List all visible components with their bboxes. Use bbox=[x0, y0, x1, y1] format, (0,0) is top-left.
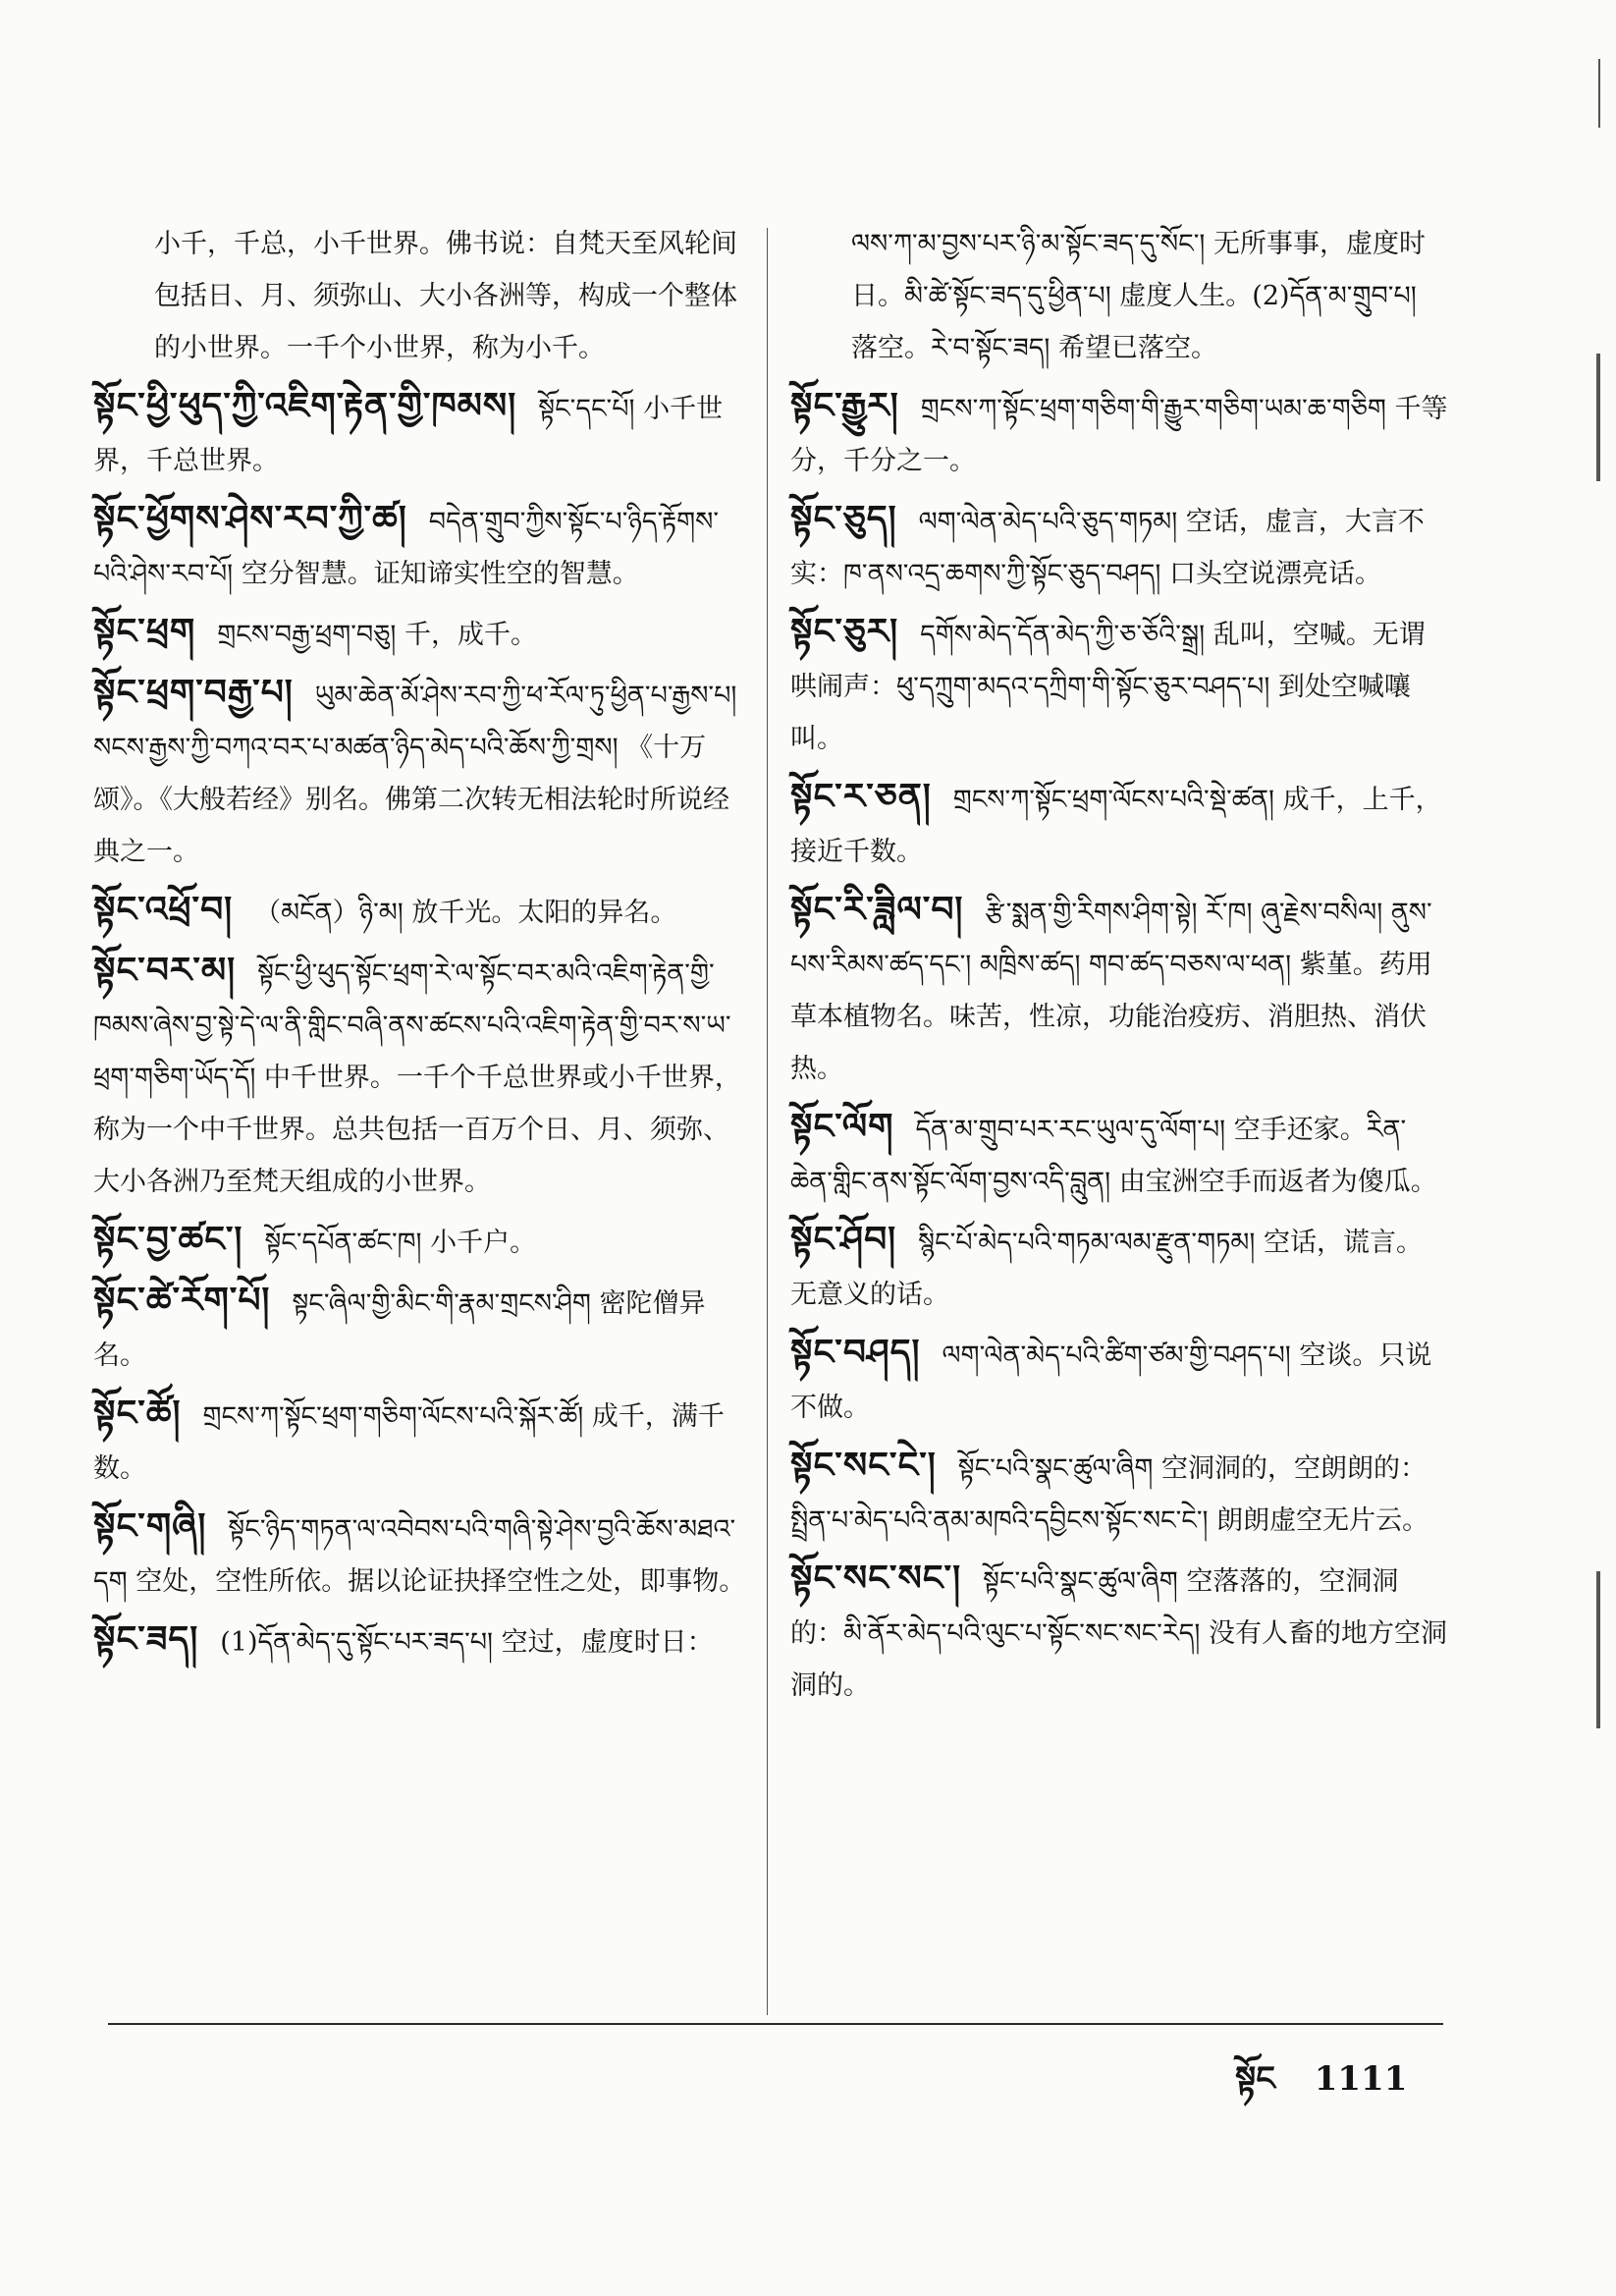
entry-headword: སྟོང་ཚོ། bbox=[93, 1393, 182, 1434]
entry-headword: སྟོང་ཅུར། bbox=[790, 611, 899, 652]
entry-headword: སྟོང་སང་ངེ་། bbox=[790, 1445, 937, 1486]
entry-headword: སྟོང་ཕྱི་ཕུད་ཀྱི་འཇིག་རྟེན་གྱི་ཁམས། bbox=[93, 385, 517, 426]
entry-headword: སྟོང་བྱ་ཚང་། bbox=[93, 1219, 243, 1260]
entry-definition: སྟོང་དཔོན་ཚང་ཁ། 小千户。 bbox=[264, 1228, 537, 1258]
footer-tibetan: སྟོང bbox=[1235, 2059, 1275, 2099]
entry-headword: སྟོང་ཚེ་རོག་པོ། bbox=[93, 1280, 271, 1321]
entry-definition: སྙིང་པོ་མེད་པའི་གཏམ་ལམ་རྫུན་གཏམ། 空话，谎言。无意义的话。 bbox=[790, 1228, 1423, 1310]
dictionary-entry bbox=[790, 1214, 1448, 1321]
dictionary-entry bbox=[790, 1553, 1448, 1712]
dictionary-entry bbox=[790, 884, 1448, 1095]
right-column bbox=[790, 218, 1448, 1718]
entry-headword: སྟོང་གཞི། bbox=[93, 1505, 207, 1547]
dictionary-entry bbox=[93, 606, 746, 661]
dictionary-entry bbox=[790, 606, 1448, 765]
dictionary-entry bbox=[790, 1101, 1448, 1208]
dictionary-entry bbox=[93, 493, 746, 600]
entry-definition: ཡུམ་ཆེན་མོ་ཤེས་རབ་ཀྱི་ཕ་རོལ་ཏུ་ཕྱིན་པ་རྒྱས་པ། སངས་རྒྱས་ཀྱི་བཀའ་བར་པ་མཚན་ཉིད་མེད་པའི་ཆོས་ཀྱི་གྲས། 《十万颂》。《大般若经》别名。佛第二次转无相法轮时所说经典之一。 bbox=[93, 681, 737, 867]
entry-definition: སྟོང་པའི་སྣང་ཚུལ་ཞིག 空洞洞的，空朗朗的：སྤྲིན་པ་མེད་པའི་ནམ་མཁའི་དབྱིངས་སྟོང་སང་ངེ་། 朗朗虚空无片云。 bbox=[790, 1453, 1429, 1536]
page-footer bbox=[1235, 2041, 1407, 2135]
entry-definition: སྟོང་པའི་སྣང་ཚུལ་ཞིག 空落落的，空洞洞的：མི་ནོར་མེད་པའི་ལུང་པ་སྟོང་སང་སང་རེད། 没有人畜的地方空洞洞的。 bbox=[790, 1566, 1447, 1701]
entry-definition: གྲངས་ཀ་སྟོང་ཕྲག་གཅིག་གི་རྒྱུར་གཅིག་ཡམ་ཆ་གཅིག 千等分，千分之一。 bbox=[790, 394, 1448, 476]
entry-definition: 小千，千总，小千世界。佛书说：自梵天至风轮间包括日、月、须弥山、大小各洲等，构成一个整体的小世界。一千个小世界，称为小千。 bbox=[154, 229, 737, 363]
entry-definition: (1)དོན་མེད་དུ་སྟོང་པར་ཟད་པ། 空过，虚度时日： bbox=[220, 1627, 714, 1658]
dictionary-entry bbox=[790, 380, 1448, 487]
entry-headword: སྟོང་བར་མ། bbox=[93, 950, 237, 991]
entry-headword: སྟོང་ཟད། bbox=[93, 1618, 199, 1660]
entry-definition: སྟོང་ཉིད་གཏན་ལ་འབེབས་པའི་གཞི་སྟེ་ཤེས་བྱའི་ཆོས་མཐའ་དག 空处，空性所依。据以论证抉择空性之处，即事物。 bbox=[93, 1514, 746, 1597]
entry-definition: གྲངས་བརྒྱ་ཕྲག་བཅུ། 千，成千。 bbox=[217, 620, 537, 650]
entry-headword: སྟོང་བཤད། bbox=[790, 1332, 921, 1373]
column-divider bbox=[767, 228, 768, 2015]
entry-headword: སྟོང་ཕྱོགས་ཤེས་རབ་ཀྱི་ཚ། bbox=[93, 498, 407, 539]
entry-definition: སྟོང་དང་པོ། 小千世界，千总世界。 bbox=[93, 394, 724, 476]
entry-definition: སྟོང་ཕྱི་ཕུད་སྟོང་ཕྲག་རེ་ལ་སྟོང་བར་མའི་འཇིག་རྟེན་གྱི་ཁམས་ཞེས་བྱ་སྟེ་དེ་ལ་ནི་གླིང་བཞི་ནས་ཚངས་པའི་འཇིག་རྟེན་གྱི་བར་ས་ཡ་ཕྲག་གཅིག་ཡོད་དོ། 中千世界。一千个千总世界或小千世界，称为一个中千世界。总共包括一百万个日、月、须弥、大小各洲乃至梵天组成的小世界。 bbox=[93, 958, 741, 1197]
entry-headword: སྟོང་ལོག bbox=[790, 1106, 894, 1147]
dictionary-entry bbox=[790, 1327, 1448, 1434]
dictionary-entry bbox=[93, 380, 746, 487]
scan-mark bbox=[1596, 354, 1600, 481]
dictionary-entry bbox=[93, 1214, 746, 1269]
dictionary-entry bbox=[790, 218, 1448, 374]
entry-headword: སྟོང་སང་སང་། bbox=[790, 1558, 962, 1599]
dictionary-entry bbox=[790, 1440, 1448, 1547]
entry-headword: སྟོང་རི་ཟླིལ་བ། bbox=[790, 889, 964, 930]
dictionary-entry bbox=[93, 667, 746, 878]
entry-definition: དགོས་མེད་དོན་མེད་ཀྱི་ཅ་ཅོའི་སྒྲ། 乱叫，空喊。无谓哄闹声：ཕུ་དཀྲུག་མདའ་དཀྲིག་གི་སྟོང་ཅུར་བཤད་པ། 到处空喊嚷叫。 bbox=[790, 620, 1426, 754]
scan-mark bbox=[1596, 1571, 1600, 1728]
entry-definition: དོན་མ་གྲུབ་པར་རང་ཡུལ་དུ་ལོག་པ། 空手还家。རིན་ཆེན་གླིང་ནས་སྟོང་ལོག་བྱས་འདི་བླུན། 由宝洲空手而返者为傻瓜。 bbox=[790, 1115, 1437, 1197]
entry-headword: སྟོང་ར་ཅན། bbox=[790, 776, 932, 817]
entry-headword: སྟོང་ཕྲག bbox=[93, 611, 196, 652]
dictionary-entry bbox=[93, 1388, 746, 1495]
scan-mark bbox=[1598, 59, 1600, 128]
dictionary-entry bbox=[93, 884, 746, 939]
entry-headword: སྟོང་ཤོབ། bbox=[790, 1219, 897, 1260]
dictionary-entry bbox=[93, 1501, 746, 1608]
dictionary-entry bbox=[93, 1613, 746, 1668]
entry-definition: གྲངས་ཀ་སྟོང་ཕྲག་ལོངས་པའི་སྡེ་ཚན། 成千，上千，接近千数。 bbox=[790, 785, 1442, 867]
entry-definition: （མངོན）ཉི་མ། 放千光。太阳的异名。 bbox=[254, 898, 677, 928]
dictionary-entry bbox=[93, 1275, 746, 1382]
dictionary-entry bbox=[790, 771, 1448, 878]
entry-definition: གྲངས་ཀ་སྟོང་ཕྲག་གཅིག་ལོངས་པའི་སྐོར་ཚོ། 成千，满千数。 bbox=[93, 1401, 725, 1484]
entry-definition: ལག་ལེན་མེད་པའི་ཅུད་གཏམ། 空话，虚言，大言不实：ཁ་ནས་འདྲ་ཆགས་ཀྱི་སྟོང་ཅུད་བཤད། 口头空说漂亮话。 bbox=[790, 507, 1425, 589]
entry-headword: སྟོང་རྒྱུར། bbox=[790, 385, 899, 426]
entry-definition: ལས་ཀ་མ་བྱས་པར་ཉི་མ་སྟོང་ཟད་དུ་སོང་། 无所事事，虚度时日。མི་ཚེ་སྟོང་ཟད་དུ་ཕྱིན་པ། 虚度人生。(2)དོན་མ་གྲུབ་པ། 落空。རེ་བ་སྟོང་ཟད། 希望已落空。 bbox=[851, 229, 1426, 363]
entry-definition: ལག་ལེན་མེད་པའི་ཚིག་ཙམ་གྱི་བཤད་པ། 空谈。只说不做。 bbox=[790, 1340, 1432, 1423]
entry-definition: རྩི་སྨན་གྱི་རིགས་ཤིག་སྟེ། རོ་ཁ། ཞུ་རྗེས་བསིལ། ནུས་པས་རིམས་ཚད་དང་། མཁྲིས་ཚད། གབ་ཚད་བཅས་ལ་ཕན། 紫堇。药用草本植物名。味苦，性凉，功能治疫疠、消胆热、消伏热。 bbox=[790, 898, 1432, 1084]
entry-headword: སྟོང་ཕྲག་བརྒྱ་པ། bbox=[93, 672, 294, 713]
entry-definition: བདེན་གྲུབ་ཀྱིས་སྟོང་པ་ཉིད་རྟོགས་པའི་ཤེས་རབ་པོ། 空分智慧。证知谛实性空的智慧。 bbox=[93, 507, 720, 589]
entry-headword: སྟོང་ཅུད། bbox=[790, 498, 897, 539]
entry-headword: སྟོང་འཕྲོ་བ། bbox=[93, 889, 234, 930]
entry-definition: སྟང་ཞིལ་གྱི་མིང་གི་རྣམ་གྲངས་ཤིག 密陀僧异名。 bbox=[93, 1288, 706, 1371]
bottom-rule bbox=[108, 2023, 1443, 2025]
dictionary-entry bbox=[93, 218, 746, 374]
page-number: 1111 bbox=[1314, 2059, 1408, 2099]
dictionary-entry bbox=[93, 945, 746, 1208]
dictionary-entry bbox=[790, 493, 1448, 600]
left-column bbox=[93, 218, 746, 1674]
